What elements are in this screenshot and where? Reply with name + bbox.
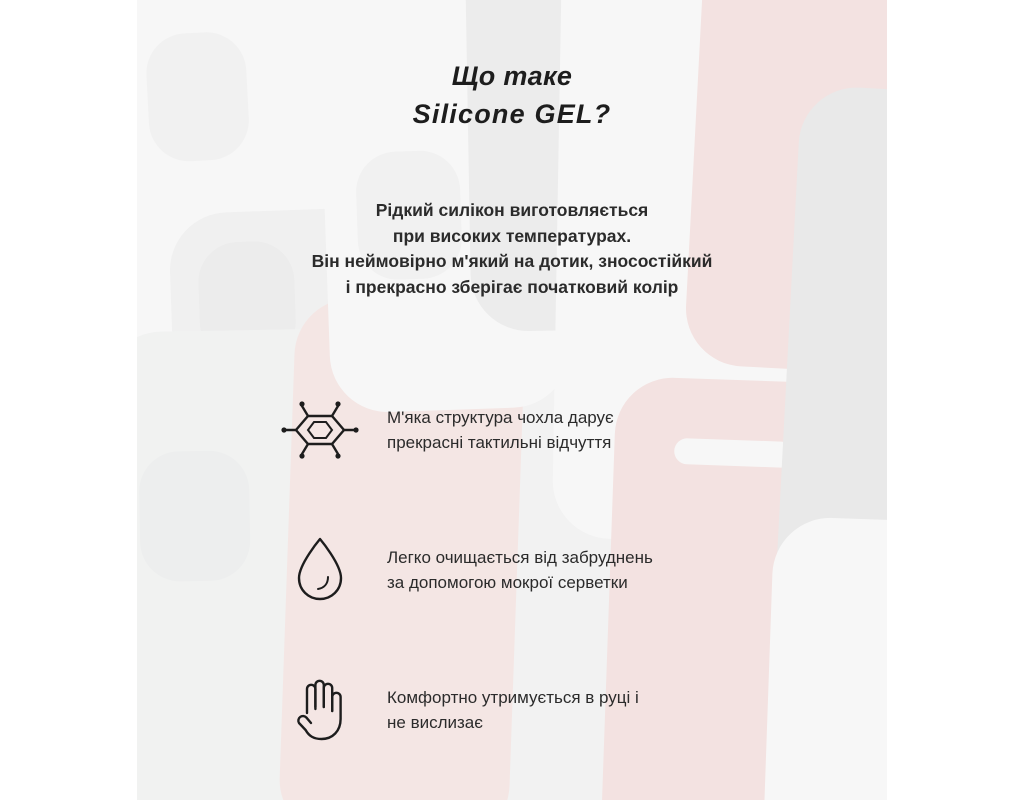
- page-title: [137, 57, 887, 133]
- feature-item-soft-structure: [277, 360, 797, 500]
- intro-paragraph: [137, 198, 887, 300]
- feature-item-comfort-grip: [277, 640, 797, 780]
- feature-text: [363, 545, 653, 595]
- water-drop-icon: [277, 527, 363, 613]
- feature-text: [363, 405, 614, 455]
- feature-line-2: не вислизає: [387, 713, 483, 732]
- feature-line-2: прекрасні тактильні відчуття: [387, 433, 612, 452]
- intro-line-1: Рідкий силікон виготовляється: [375, 200, 649, 220]
- infographic-panel: [137, 0, 887, 800]
- feature-item-easy-clean: [277, 500, 797, 640]
- intro-line-4: і прекрасно зберігає початковий колір: [345, 276, 679, 297]
- feature-text: [363, 685, 639, 735]
- feature-line-1: Легко очищається від забруднень: [387, 548, 653, 567]
- infographic-content: [137, 0, 887, 800]
- feature-line-2: за допомогою мокрої серветки: [387, 573, 628, 592]
- hand-icon: [277, 667, 363, 753]
- feature-line-1: Комфортно утримується в руці і: [387, 688, 639, 707]
- title-line-1: Що таке: [451, 61, 573, 91]
- feature-line-1: М'яка структура чохла дарує: [387, 408, 614, 427]
- feature-list: [277, 360, 797, 780]
- title-line-2: Silicone GEL?: [412, 99, 612, 129]
- intro-line-2: при високих температурах.: [392, 225, 632, 246]
- intro-line-3: Він неймовірно м'який на дотик, зносостійкий: [311, 251, 713, 271]
- molecule-icon: [277, 387, 363, 473]
